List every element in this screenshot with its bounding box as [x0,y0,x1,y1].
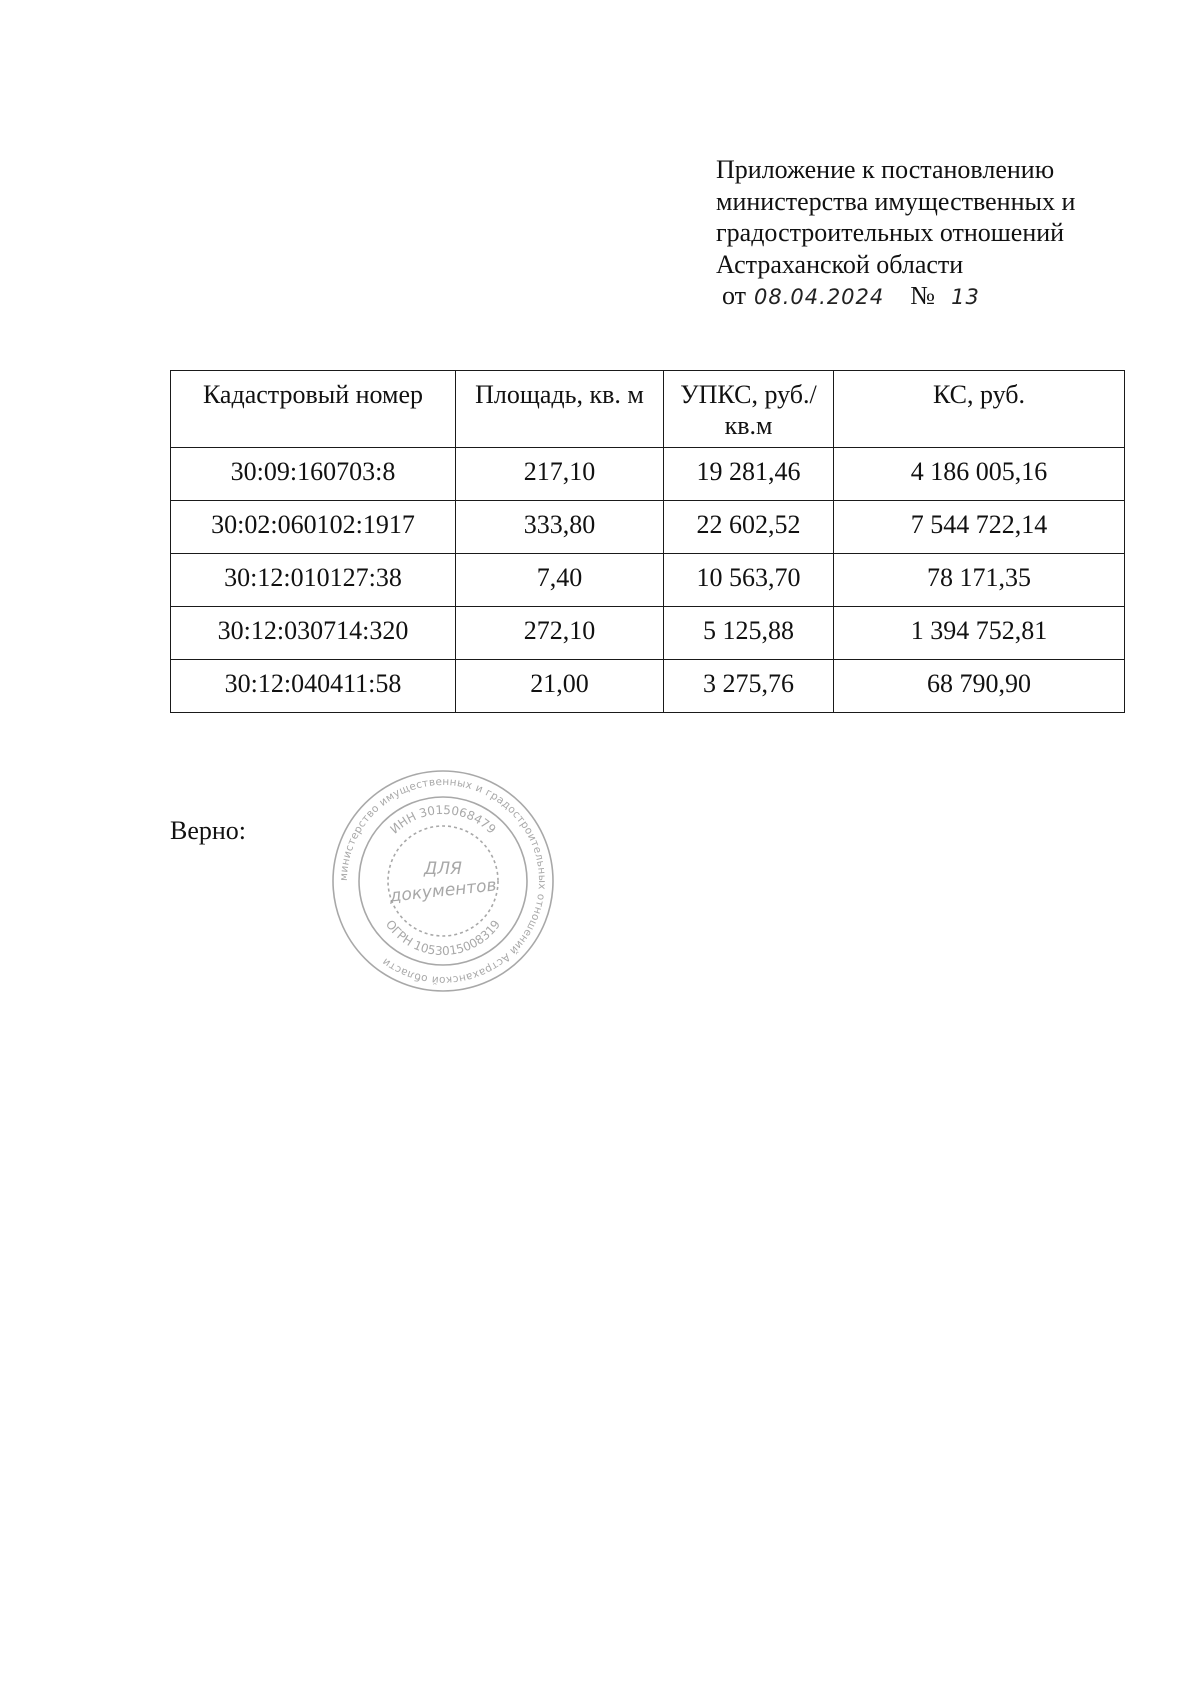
appendix-heading [716,154,1075,314]
seal-center-line-1: ДЛЯ [424,859,462,879]
cell-cadastral-number: 30:12:030714:320 [171,607,456,660]
seal-inn-top: ИНН 3015068479 [387,802,499,837]
cell-area: 272,10 [456,607,664,660]
appendix-line-3: градостроительных отношений [716,218,1065,247]
cell-area: 7,40 [456,554,664,607]
cell-cadastral-number: 30:12:040411:58 [171,660,456,713]
cell-cadastral-number: 30:09:160703:8 [171,448,456,501]
table-row [171,554,1125,607]
cell-specific-value: 3 275,76 [664,660,834,713]
cell-area: 21,00 [456,660,664,713]
cell-cadastral-value: 1 394 752,81 [834,607,1125,660]
decree-number: 13 [951,285,980,309]
cadastral-value-table [170,370,1125,713]
official-seal [330,768,556,994]
cell-cadastral-value: 4 186 005,16 [834,448,1125,501]
number-sign: № [910,281,936,310]
seal-outer-text: министерство имущественных и градостроительных отношений Астраханской области [337,775,549,987]
cell-area: 217,10 [456,448,664,501]
cell-cadastral-number: 30:12:010127:38 [171,554,456,607]
appendix-line-2: министерства имущественных и [716,186,1076,216]
table-row [171,501,1125,554]
table-row [171,607,1125,660]
cell-specific-value: 5 125,88 [664,607,834,660]
table-row [171,660,1125,713]
from-label: от [722,281,747,310]
header-specific-value: УПКС, руб./кв.м [664,371,834,448]
cell-specific-value: 22 602,52 [664,501,834,554]
table-row [171,448,1125,501]
cell-cadastral-value: 68 790,90 [834,660,1125,713]
decree-date: 08.04.2024 [754,285,885,309]
appendix-line-1: Приложение к постановлению [716,155,1055,184]
cell-cadastral-number: 30:02:060102:1917 [171,501,456,554]
cell-cadastral-value: 7 544 722,14 [834,501,1125,554]
appendix-line-4: Астраханской области [716,249,964,279]
header-cadastral-number: Кадастровый номер [171,371,456,448]
cell-specific-value: 10 563,70 [664,554,834,607]
header-cadastral-value: КС, руб. [834,371,1125,448]
verified-label: Верно: [170,816,247,845]
decree-reference [722,280,1075,314]
cell-area: 333,80 [456,501,664,554]
seal-inn-bottom: ОГРН 1053015008319 [382,917,504,959]
svg-text:ОГРН 1053015008319 [383,917,503,958]
svg-text:ИНН 3015068479 [387,803,498,837]
cell-specific-value: 19 281,46 [664,448,834,501]
table-header-row [171,371,1125,448]
seal-center-line-2: документов [388,875,498,907]
header-area: Площадь, кв. м [456,371,664,448]
cell-cadastral-value: 78 171,35 [834,554,1125,607]
